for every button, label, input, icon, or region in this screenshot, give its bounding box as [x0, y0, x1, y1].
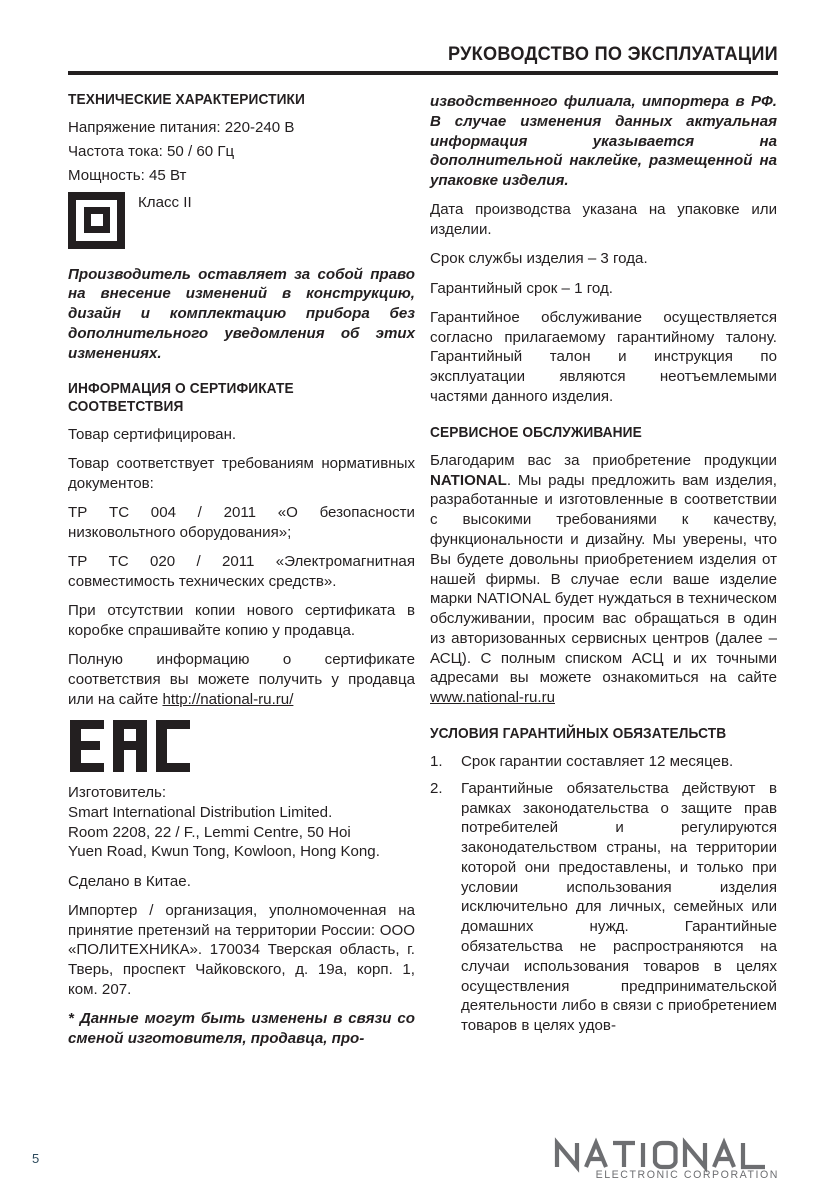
importer-text: Импортер / организация, уполномоченная на принятие претензий на территории России: ООО «ПОЛИТЕХНИКА». 170034 Тверская область, г. Тверь, проспект Чайковского, д. 19а, корп. 1, ком. 207. [68, 901, 415, 998]
made-in-text: Сделано в Китае. [68, 872, 191, 890]
header-divider-rule [68, 71, 778, 75]
list-item-number: 1. [430, 753, 443, 771]
left-column [68, 92, 415, 1058]
cert-copy-request-text: При отсутствии копии нового сертификата в коробке спрашивайте копию у продавца. [68, 602, 415, 639]
service-description-text [430, 451, 777, 708]
spec-power: Мощность: 45 Вт [68, 166, 187, 184]
warranty-service-text: Гарантийное обслуживание осуществляется согласно прилагаемому гарантийному талону. Гарантийный талон и инструкция по эксплуатации являются неотъемлемыми частями данного изделия. [430, 308, 777, 405]
warranty-period-text: Гарантийный срок – 1 год. [430, 279, 613, 297]
eac-conformity-mark-icon [68, 719, 194, 773]
manufacturer-block [68, 783, 415, 862]
class-ii-label: Класс II [138, 193, 192, 211]
cert-full-info-lead: Полную информацию о сертификате соответствия вы можете получить у продавца или на сайте [68, 651, 415, 708]
list-item [430, 752, 777, 772]
page-footer [0, 1137, 839, 1191]
list-item-number: 2. [430, 779, 443, 797]
spec-voltage: Напряжение питания: 220-240 В [68, 119, 295, 137]
spec-frequency: Частота тока: 50 / 60 Гц [68, 142, 235, 160]
cert-full-info-text [68, 650, 415, 709]
brand-name-inline: NATIONAL [430, 471, 507, 489]
manufacturer-line-1: Smart International Distribution Limited. [68, 803, 333, 821]
service-heading: СЕРВИСНОЕ ОБСЛУЖИВАНИЕ [430, 424, 642, 441]
footer-dither-pattern-decoration [75, 1140, 535, 1170]
service-life-text: Срок службы изделия – 3 года. [430, 250, 648, 268]
manufacturer-line-3: Yuen Road, Kwun Tong, Kowloon, Hong Kong. [68, 843, 380, 861]
service-website-link[interactable]: www.national-ru.ru [430, 689, 555, 707]
class-ii-row [68, 192, 415, 249]
technical-specs-heading: ТЕХНИЧЕСКИЕ ХАРАКТЕРИСТИКИ [68, 92, 305, 108]
right-column [430, 92, 777, 1043]
class-ii-double-insulation-icon [68, 192, 125, 249]
data-change-footnote-continued: изводственного филиала, импортера в РФ. В случае изменения данных актуальная информация указывается на дополнительной наклейке, размещенной на упаковке изделия. [430, 93, 777, 190]
warranty-terms-heading: УСЛОВИЯ ГАРАНТИЙНЫХ ОБЯЗАТЕЛЬСТВ [430, 725, 727, 742]
manufacturer-line-2: Room 2208, 22 / F., Lemmi Centre, 50 Hoi [68, 823, 351, 841]
cert-tr-ts-020: ТР ТС 020 / 2011 «Электромагнитная совместимость технических средств». [68, 553, 415, 590]
list-item [430, 779, 777, 1036]
service-text-lead: Благодарим вас за приобретение продукции [430, 451, 777, 469]
data-change-footnote: * Данные могут быть изменены в связи со сменой изготовителя, продавца, про- [68, 1010, 415, 1047]
manufacturer-label: Изготовитель: [68, 783, 167, 801]
certificate-info-heading: ИНФОРМАЦИЯ О СЕРТИФИКАТЕ СООТВЕТСТВИЯ [68, 381, 294, 415]
page-header-title: РУКОВОДСТВО ПО ЭКСПЛУАТАЦИИ [447, 43, 778, 65]
cert-certified-text: Товар сертифицирован. [68, 425, 237, 443]
warranty-terms-list [430, 752, 777, 1036]
logo-tagline-text: ELECTRONIC CORPORATION [595, 1169, 779, 1181]
certificate-website-link[interactable]: http://national-ru.ru/ [162, 690, 294, 708]
cert-compliance-text: Товар соответствует требованиям нормативных документов: [68, 455, 415, 492]
list-item-text: Гарантийные обязательства действуют в рамках законодательства о защите прав потребителей и регулируются законодательством страны, на территории которой они предоставлены, и только при условии использования изделия исключительно для личных, семейных или домашних нужд. Гарантийные обязательства не распространяются на случаи использования товаров в целях осуществления предпринимательской деятельности либо в связи с приобретением товаров в целях удов- [461, 779, 777, 1035]
page-number: 5 [32, 1151, 40, 1166]
cert-tr-ts-004: ТР ТС 004 / 2011 «О безопасности низковольтного оборудования»; [68, 504, 415, 541]
service-text-body: . Мы рады предложить вам изделия, разработанные и изготовленные в соответствии с высокими требованиями к качеству, функциональности и дизайну. Мы уверены, что Вы будете довольны приобретением изделия от нашей фирмы. В случае если ваше изделие марки NATIONAL будет нуждаться в техническом обслуживании, просим вас обращаться в один из авторизованных сервисных центров (далее – АСЦ). С полным списком АСЦ и их точными адресами вы можете ознакомиться на сайте [430, 471, 777, 687]
manufacturer-disclaimer: Производитель оставляет за собой право на внесение изменений в конструкцию, дизайн и комплектацию прибора без дополнительного уведомления об этих изменениях. [68, 265, 415, 362]
production-date-text: Дата производства указана на упаковке или изделии. [430, 201, 777, 239]
page-header [68, 44, 778, 75]
national-logo [551, 1135, 781, 1181]
class-ii-inner-square [84, 207, 110, 233]
list-item-text: Срок гарантии составляет 12 месяцев. [461, 753, 734, 771]
